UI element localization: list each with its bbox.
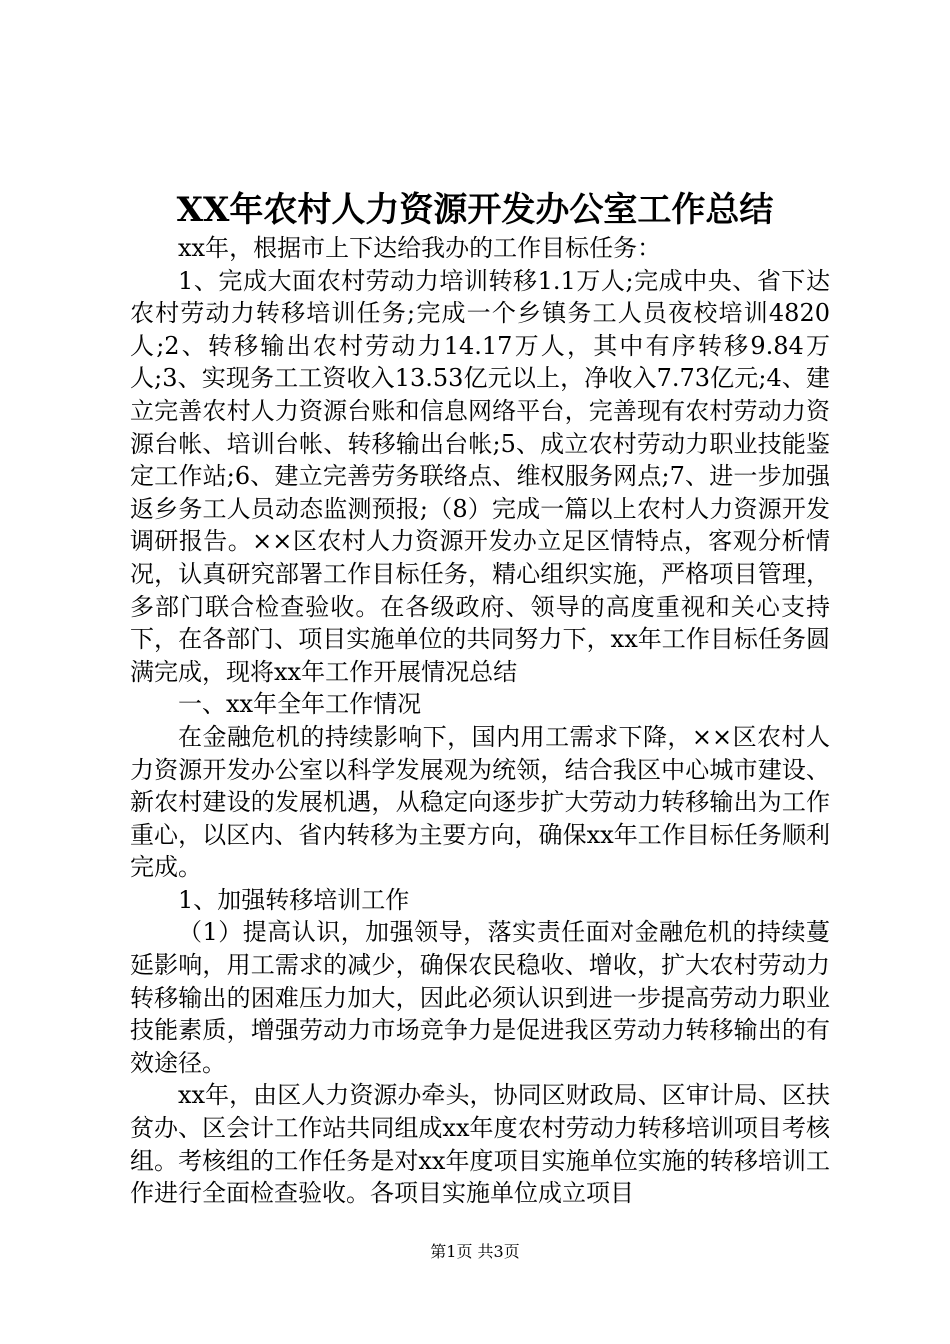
section-heading: 一、xx年全年工作情况 xyxy=(178,690,422,719)
paragraph: 1、完成大面农村劳动力培训转移1.1万人;完成中央、省下达农村劳动力转移培训任务;完成一个乡镇务工人员夜校培训4820人;2、转移输出农村劳动力14.17万人，其中有序转移9.84万人;3、实现务工工资收入13.53亿元以上，净收入7.73亿元;4、建立完善农村人力资源台账和信息网络平台，完善现有农村劳动力资源台帐、培训台帐、转移输出台帐;5、成立农村劳动力职业技能鉴定工作站;6、建立完善劳务联络点、维权服务网点;7、进一步加强返乡务工人员动态监测预报;（8）完成一篇以上农村人力资源开发调研报告。××区农村人力资源开发办立足区情特点，客观分析情况，认真研究部署工作目标任务，精心组织实施，严格项目管理，多部门联合检查验收。在各级政府、领导的高度重视和关心支持下，在各部门、项目实施单位的共同努力下，xx年工作目标任务圆满完成，现将xx年工作开展情况总结 xyxy=(130,266,830,686)
paragraph: xx年，由区人力资源办牵头，协同区财政局、区审计局、区扶贫办、区会计工作站共同组成xx年度农村劳动力转移培训项目考核组。考核组的工作任务是对xx年度项目实施单位实施的转移培训工作进行全面检查验收。各项目实施单位成立项目 xyxy=(130,1081,830,1208)
document-title: XX年农村人力资源开发办公室工作总结 xyxy=(176,190,774,230)
paragraph: （1）提高认识，加强领导，落实责任面对金融危机的持续蔓延影响，用工需求的减少，确保农民稳收、增收，扩大农村劳动力转移输出的困难压力加大，因此必须认识到进一步提高劳动力职业技能素质，增强劳动力市场竞争力是促进我区劳动力转移输出的有效途径。 xyxy=(130,918,830,1077)
page-footer: 第1页 共3页 xyxy=(430,1242,520,1261)
paragraph: xx年，根据市上下达给我办的工作目标任务： xyxy=(178,234,662,262)
subsection-heading: 1、加强转移培训工作 xyxy=(178,885,410,914)
paragraph: 在金融危机的持续影响下，国内用工需求下降，××区农村人力资源开发办公室以科学发展观为统领，结合我区中心城市建设、新农村建设的发展机遇，从稳定向逐步扩大劳动力转移输出为工作重心，以区内、省内转移为主要方向，确保xx年工作目标任务顺利完成。 xyxy=(130,722,830,882)
document-body xyxy=(130,232,830,1210)
